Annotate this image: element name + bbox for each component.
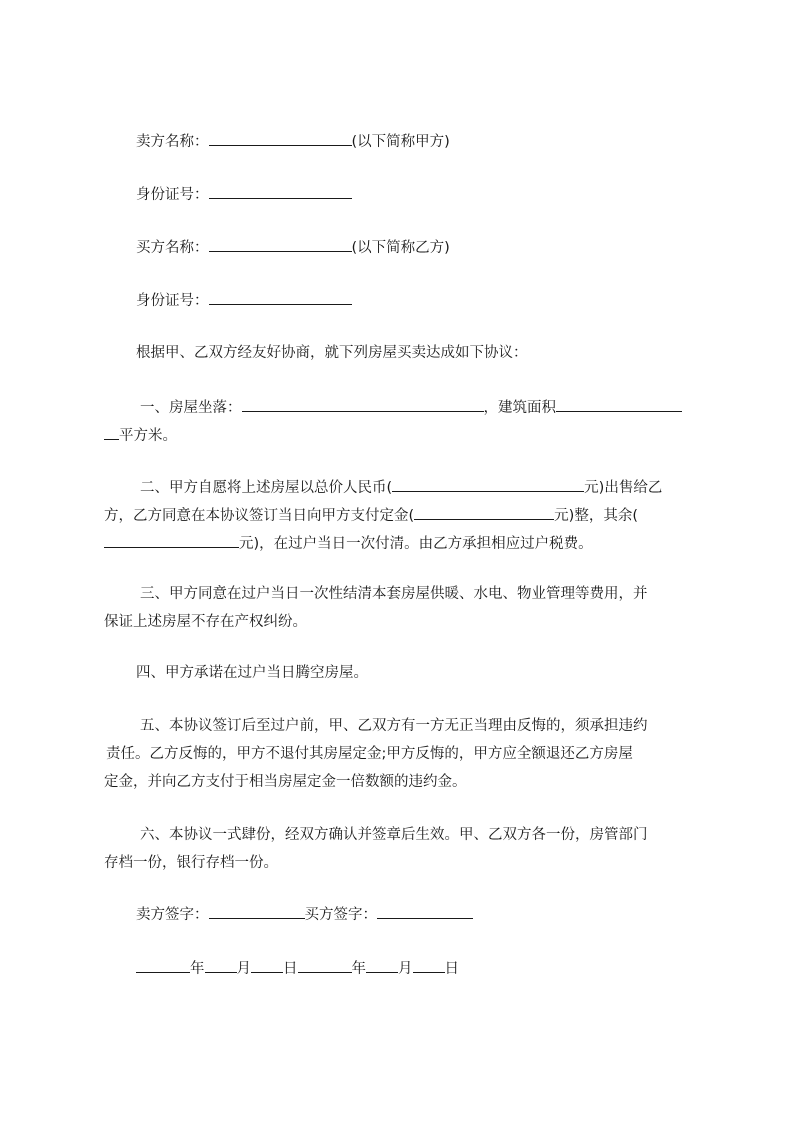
clause-5-line-1: 五、本协议签订后至过户前，甲、乙双方有一方无正当理由反悔的，须承担违约: [140, 718, 648, 734]
year-label-2: 年: [351, 961, 366, 977]
clause-6-line-1: 六、本协议一式肆份，经双方确认并签章后生效。甲、乙双方各一份，房管部门: [140, 827, 648, 843]
clause-1-part-a: 一、房屋坐落：: [140, 400, 242, 416]
clause-2-part-b: 元)出售给乙: [584, 480, 663, 496]
buyer-id-label: 身份证号：: [136, 293, 209, 309]
clause-4: 四、甲方承诺在过户当日腾空房屋。: [136, 665, 368, 681]
month-label-1: 月: [236, 961, 251, 977]
buyer-sign-label: 买方签字：: [304, 907, 377, 923]
buyer-name-label: 买方名称：: [136, 240, 209, 256]
month-label-2: 月: [398, 961, 413, 977]
clause-1-line-2: [104, 425, 177, 446]
signature-line: [136, 904, 473, 925]
seller-id-label: 身份证号：: [136, 187, 209, 203]
clause-1-part-c: 平方米。: [119, 428, 177, 444]
day-label-1: 日: [283, 961, 298, 977]
seller-name-line: [136, 131, 450, 152]
clause-5-line-2: 责任。乙方反悔的，甲方不退付其房屋定金;甲方反悔的，甲方应全额退还乙方房屋: [106, 746, 633, 762]
day-blank-2[interactable]: [413, 958, 445, 973]
buyer-name-blank[interactable]: [209, 237, 352, 252]
clause-2-part-c: 方，乙方同意在本协议签订当日向甲方支付定金(: [104, 508, 415, 524]
clause-1-line-1: [140, 397, 682, 418]
deposit-blank[interactable]: [414, 505, 554, 520]
seller-sign-label: 卖方签字：: [136, 907, 209, 923]
day-blank-1[interactable]: [251, 958, 283, 973]
clause-5-line-3: 定金，并向乙方支付于相当房屋定金一倍数额的违约金。: [104, 774, 467, 790]
seller-abbrev: (以下简称甲方): [351, 134, 450, 150]
area-blank-cont[interactable]: [104, 425, 119, 440]
clause-2-line-1: [140, 477, 662, 498]
year-blank-1[interactable]: [136, 958, 190, 973]
clause-2-line-2: [104, 505, 638, 526]
clause-3-line-2: 保证上述房屋不存在产权纠纷。: [104, 614, 307, 630]
seller-sign-blank[interactable]: [209, 904, 305, 919]
seller-name-blank[interactable]: [209, 131, 352, 146]
buyer-id-line: [136, 290, 352, 311]
buyer-abbrev: (以下简称乙方): [351, 240, 450, 256]
area-blank[interactable]: [556, 397, 682, 412]
year-label-1: 年: [190, 961, 205, 977]
buyer-name-line: [136, 237, 450, 258]
total-price-blank[interactable]: [392, 477, 584, 492]
seller-id-line: [136, 184, 352, 205]
location-blank[interactable]: [242, 397, 484, 412]
clause-2-part-e: 元)，在过户当日一次付清。由乙方承担相应过户税费。: [239, 536, 593, 552]
month-blank-2[interactable]: [366, 958, 398, 973]
date-line: [136, 958, 459, 979]
month-blank-1[interactable]: [205, 958, 237, 973]
intro-paragraph: 根据甲、乙双方经友好协商，就下列房屋买卖达成如下协议：: [136, 345, 528, 361]
clause-2-part-d: 元)整，其余(: [554, 508, 638, 524]
remainder-blank[interactable]: [104, 533, 239, 548]
year-blank-2[interactable]: [298, 958, 352, 973]
buyer-sign-blank[interactable]: [377, 904, 473, 919]
seller-name-label: 卖方名称：: [136, 134, 209, 150]
clause-3-line-1: 三、甲方同意在过户当日一次性结清本套房屋供暖、水电、物业管理等费用，并: [140, 586, 648, 602]
seller-id-blank[interactable]: [209, 184, 352, 199]
buyer-id-blank[interactable]: [209, 290, 352, 305]
clause-6-line-2: 存档一份，银行存档一份。: [104, 855, 278, 871]
day-label-2: 日: [444, 961, 459, 977]
clause-2-line-3: [104, 533, 593, 554]
clause-2-part-a: 二、甲方自愿将上述房屋以总价人民币(: [140, 480, 393, 496]
clause-1-part-b: ，建筑面积: [483, 400, 556, 416]
